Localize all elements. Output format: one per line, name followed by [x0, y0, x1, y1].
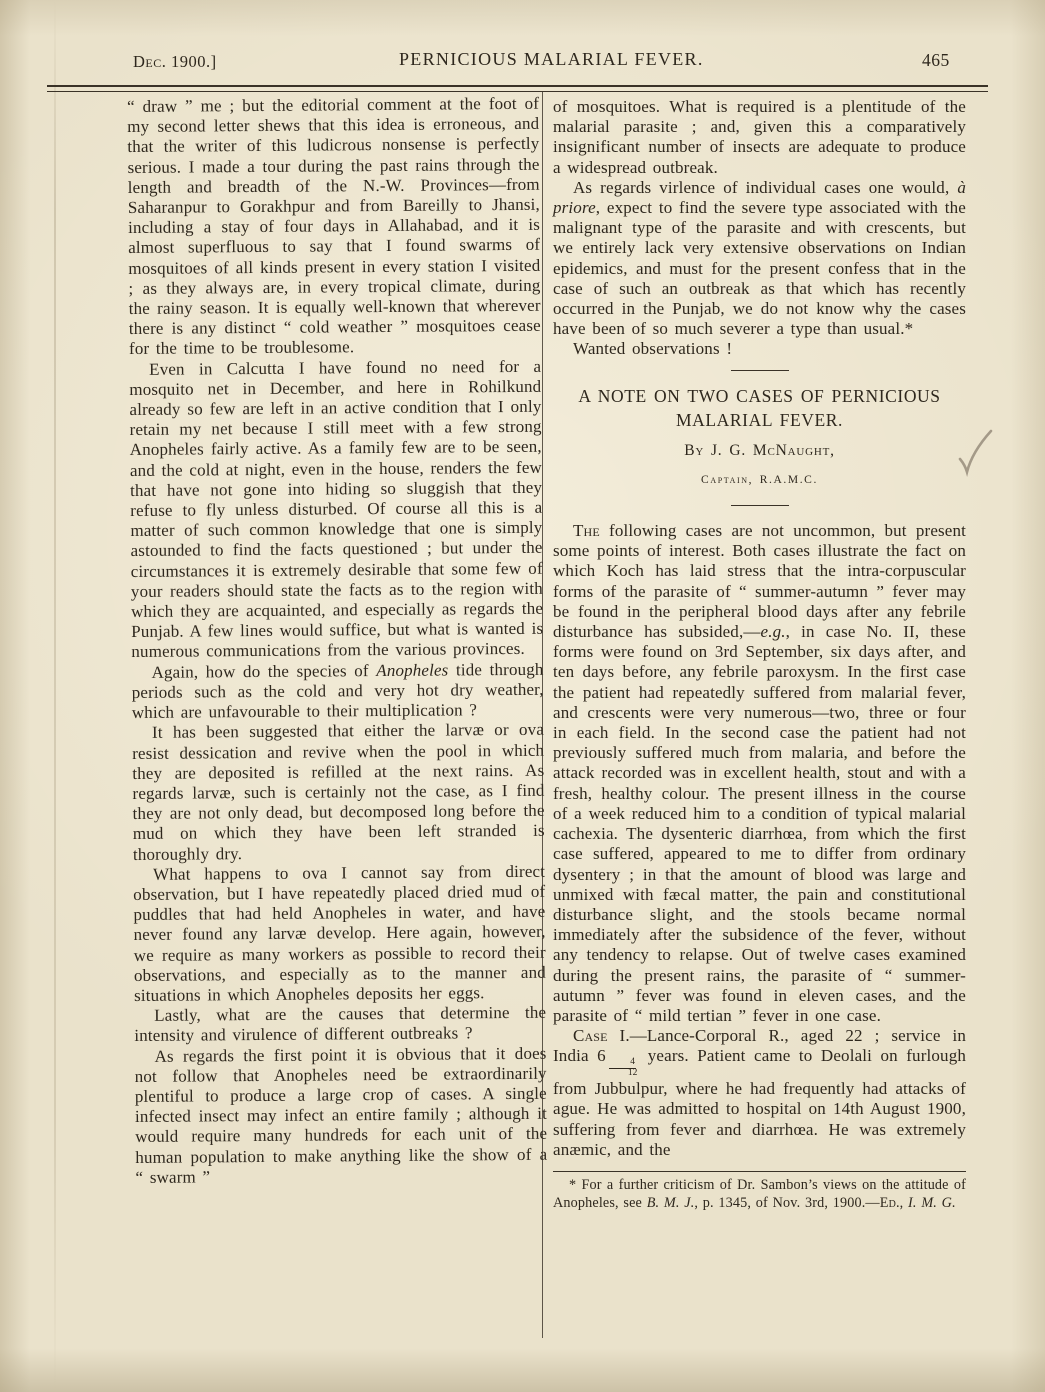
paragraph: It has been suggested that either the larvæ or ova resist dessication and revive when the pool in which they are deposited is refilled at the next rains. As regards larvæ, such is certainly not the case, as I find they are not only dead, but decomposed long before the mud on which they have been left stranded is thoroughly dry. — [132, 720, 545, 864]
fraction: $\frac{4}{12}$ — [607, 1058, 639, 1079]
paragraph: “ draw ” me ; but the editorial comment at the foot of my second letter shews that this idea is erroneous, and that the writer of this ludicrous nonsense is perfectly serious. I made a tour during the past rains through the length and breadth of the N.-W. Provinces—from Saharanpur to Gorakhpur and from Bareilly to Jhansi, including a stay of four days in Allahabad, and it is almost superfluous to say that I found swarms of mosquitoes of all kinds present in every station I visited ; as they always are, in every tropical climate, during the rainy season. It is equally well-known that wherever there is any distinct “ cold weather ” mosquitoes cease for the time to be troublesome. — [127, 93, 541, 359]
paragraph: Case I.—Lance-Corporal R., aged 22 ; service in India 6 $\frac{4}{12}$ years. Patient came to Deolali on furlough from Jubbulpur, where he had frequently had attacks of ague. He was admitted to hospital on 14th August 1900, suffering from fever and diarrhœa. He was extremely anæmic, and the — [553, 1026, 967, 1159]
article-title-line1: A NOTE ON TWO CASES OF PERNICIOUS — [578, 385, 941, 406]
page-crease — [54, 0, 56, 1392]
article-heading — [553, 370, 966, 506]
paragraph: As regards virlence of individual cases one would, à priore, expect to find the severe type associated with the malignant type of the parasite and with crescents, but we entirely lack very extensive observations on Indian epidemics, and must for the present confess that in the case of such an outbreak as that which has recently occurred in the Punjab, we do not know why the cases have been of so much severer a type than usual.* — [553, 177, 966, 339]
footnote — [553, 1171, 966, 1212]
article-byline: By J. G. McNaught, — [684, 441, 835, 459]
paragraph: Lastly, what are the causes that determine the intensity and virulence of different outbreaks ? — [134, 1002, 547, 1046]
paragraph: of mosquitoes. What is required is a plentitude of the malarial parasite ; and, given this a comparatively insignificant number of insects are adequate to produce a widespread outbreak. — [553, 97, 966, 177]
article-author-rank: Captain, R.A.M.C. — [701, 473, 818, 486]
issue-date: Dec. 1900.] — [133, 52, 217, 71]
section-rule-top — [731, 370, 789, 371]
section-rule-bottom — [731, 505, 789, 506]
footnote-text: * For a further criticism of Dr. Sambon’s views on the attitude of Anopheles, see B. M. J., p. 1345, of Nov. 3rd, 1900.—Ed., I. M. G. — [553, 1177, 966, 1211]
left-column — [127, 94, 548, 1188]
right-column-body — [553, 521, 966, 1160]
paragraph: Even in Calcutta I have found no need for a mosquito net in December, and here in Rohilkund already so few are left in an active condition that I only retain my net because I still meet with a few strong Anopheles fairly active. As a family few are to be seen, and the cold at night, even in the house, renders the few that have not gone into hiding so sluggish that they refuse to fly unless disturbed. Of course all this is a matter of such common knowledge that one is simply astounded to find the facts questioned ; but under the circumstances it is extremely desirable that some few of your readers should state the facts as to the region with which they are acquainted, and especially as regards the Punjab. A few lines would suffice, but what is wanted is numerous communications from the various provinces. — [129, 356, 544, 662]
right-column-top — [553, 97, 966, 360]
paragraph: What happens to ova I cannot say from direct observation, but I have repeatedly placed dried mud of puddles that had held Anopheles in water, and have never found any larvæ develop. Here again, however, we require as many workers as possible to record their observations, and especially as to the manner and situations in which Anopheles deposits her eggs. — [133, 861, 546, 1005]
pencil-checkmark-icon — [953, 426, 999, 480]
right-column — [553, 97, 966, 1212]
paragraph: The following cases are not uncommon, but present some points of interest. Both cases illustrate the fact on which Koch has laid stress that the intra-corpuscular forms of the parasite of “ summer-autumn ” fever may be found in the peripheral blood days after any febrile disturbance has subsided,—e.g., in case No. II, these forms were found on 3rd September, six days after, and ten days before, any febrile paroxysm. In the first case the patient had repeatedly suffered from malarial fever, and crescents were very numerous—two, three or four in each field. In the second case the patient had not previously suffered much from malaria, and before the attack recorded was in excellent health, stout and with a fresh, healthy colour. The present illness in the course of a week reduced him to a condition of typical malarial cachexia. The dysenteric diarrhœa, from which the first case suffered, appeared to me to differ from ordinary dysentery ; in that the amount of blood was large and unmixed with fæcal matter, the pain and constitutional disturbance slight, and the stools became normal immediately after the subsidence of the fever, without any tendency to relapse. Out of twelve cases examined during the present rains, the parasite of “ summer-autumn ” fever was found in eleven cases, and the parasite of “ mild tertian ” fever in one case. — [553, 521, 966, 1025]
article-title-line2: MALARIAL FEVER. — [675, 409, 844, 430]
page-number: 465 — [922, 50, 950, 70]
header-rule — [47, 85, 988, 92]
paragraph: As regards the first point it is obvious that it does not follow that Anopheles need be extraordinarily plentiful to produce a large crop of cases. A single infected insect may infect an entire family ; although it would require many hundreds for each unit of the human population to make anything like the show of a “ swarm ” — [134, 1043, 548, 1187]
running-title: PERNICIOUS MALARIAL FEVER. — [399, 49, 704, 69]
paragraph: Again, how do the species of Anopheles tide through periods such as the cold and very hot dry weather, which are unfavourable to their multiplication ? — [131, 659, 544, 723]
paragraph: Wanted observations ! — [573, 339, 733, 359]
